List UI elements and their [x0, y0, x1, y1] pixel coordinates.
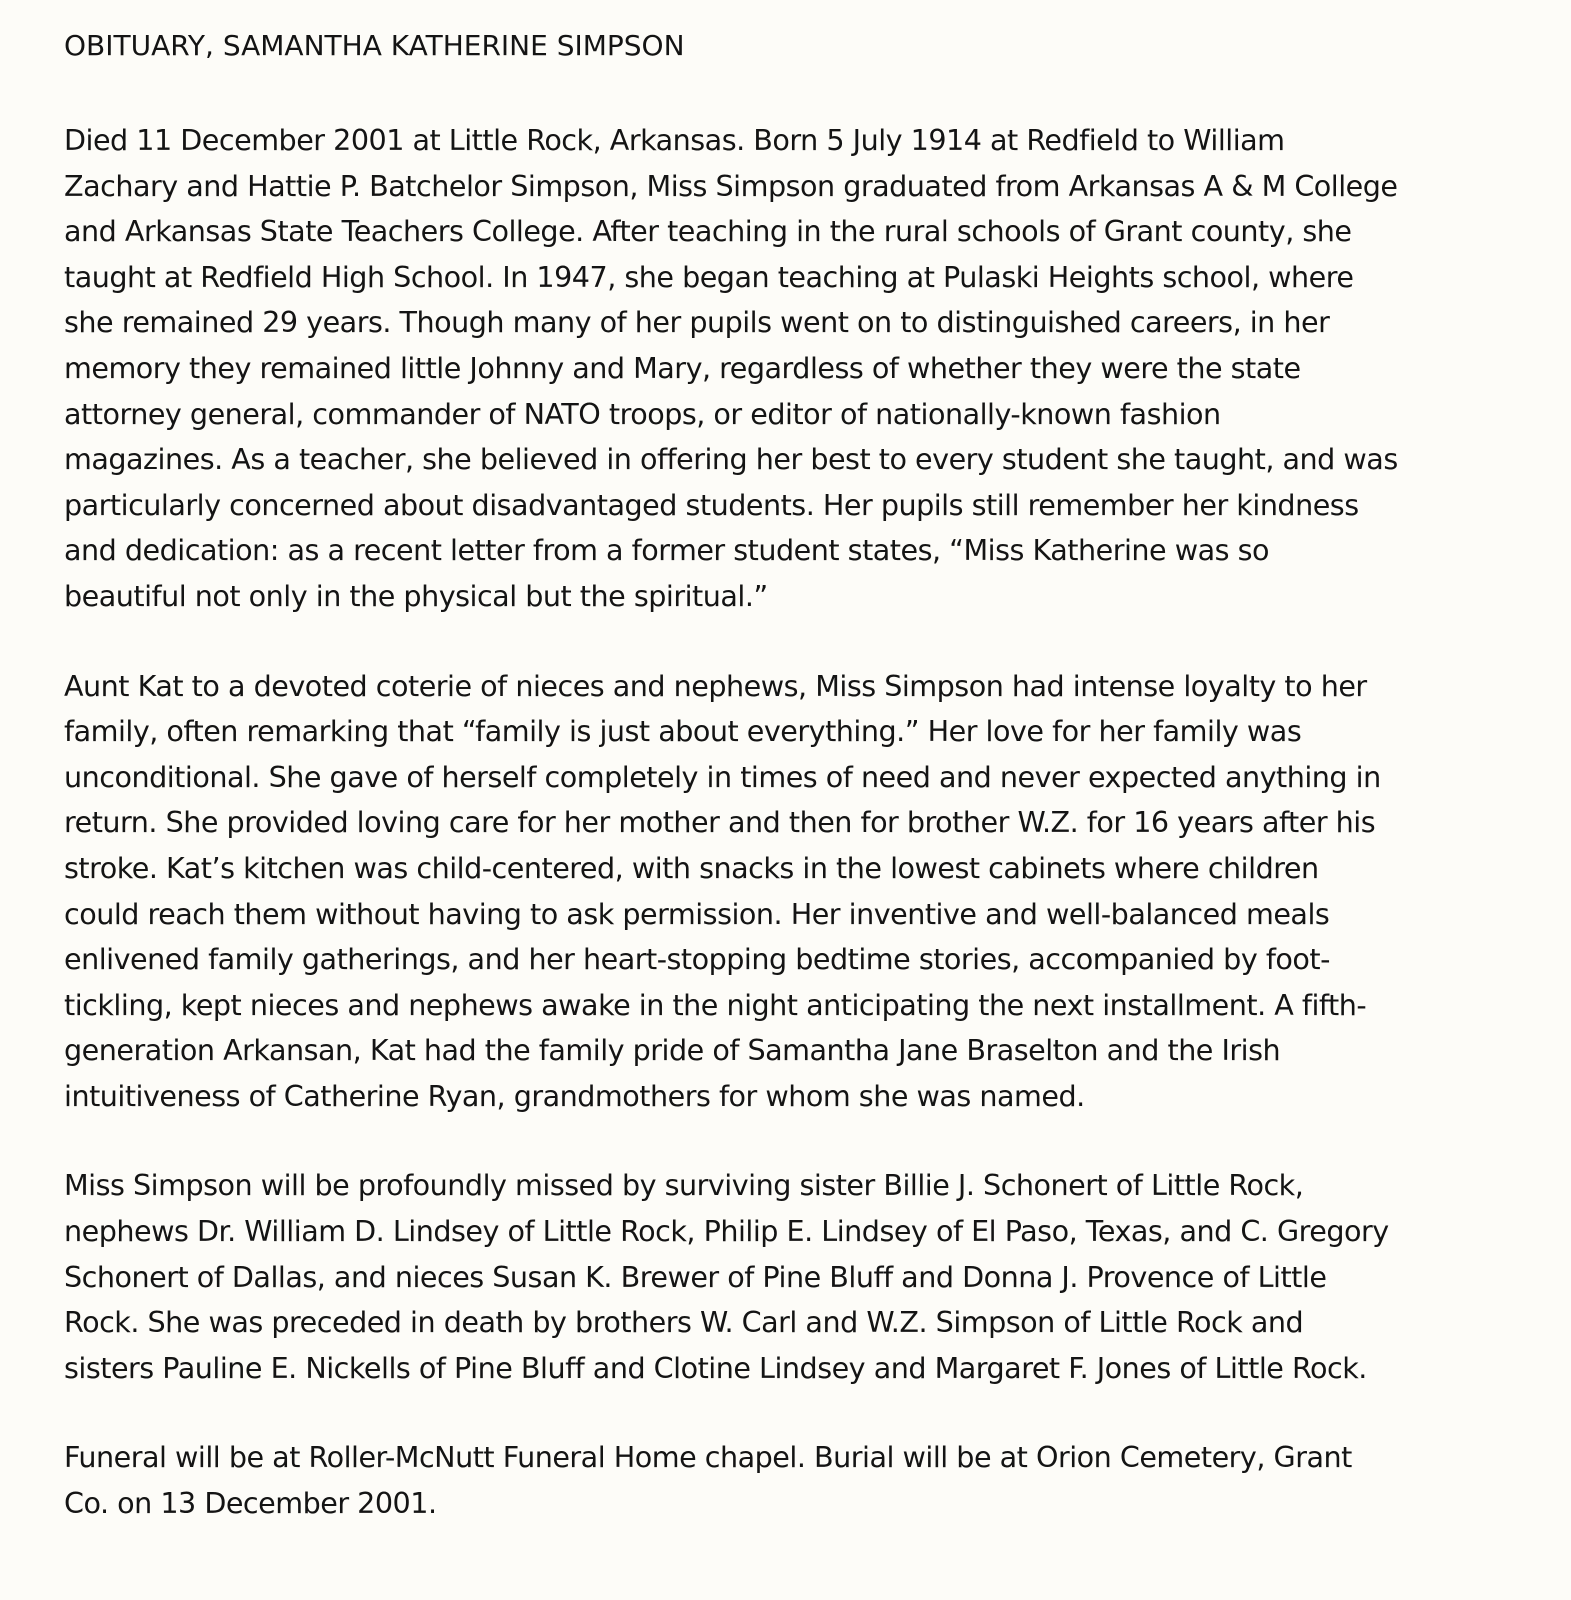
text-line: nephews Dr. William D. Lindsey of Little Rock, Philip E. Lindsey of El Paso, Texas, and C. Gregory: [64, 1214, 1389, 1249]
text-line: beautiful not only in the physical but the spiritual.”: [64, 578, 768, 613]
text-line: unconditional. She gave of herself completely in times of need and never expected anything in: [64, 759, 1381, 794]
paragraph-death-and-career: [64, 118, 1531, 620]
text-line: Funeral will be at Roller-McNutt Funeral Home chapel. Burial will be at Orion Cemetery, Grant: [64, 1440, 1352, 1475]
paragraph-funeral: [64, 1435, 1531, 1526]
text-line: taught at Redfield High School. In 1947, she began teaching at Pulaski Heights school, where: [64, 259, 1354, 294]
text-line: tickling, kept nieces and nephews awake in the night anticipating the next installment. A fifth-: [64, 987, 1367, 1022]
text-line: Zachary and Hattie P. Batchelor Simpson, Miss Simpson graduated from Arkansas A & M College: [64, 168, 1398, 203]
paragraph-family: [64, 664, 1531, 1120]
text-line: Rock. She was preceded in death by brothers W. Carl and W.Z. Simpson of Little Rock and: [64, 1305, 1304, 1340]
text-line: could reach them without having to ask permission. Her inventive and well-balanced meals: [64, 896, 1330, 931]
text-line: generation Arkansan, Kat had the family pride of Samantha Jane Braselton and the Irish: [64, 1033, 1281, 1068]
text-line: sisters Pauline E. Nickells of Pine Bluff and Clotine Lindsey and Margaret F. Jones of Little Rock.: [64, 1350, 1367, 1385]
text-line: memory they remained little Johnny and Mary, regardless of whether they were the state: [64, 350, 1301, 385]
text-line: particularly concerned about disadvantaged students. Her pupils still remember her kindness: [64, 487, 1359, 522]
text-line: attorney general, commander of NATO troops, or editor of nationally-known fashion: [64, 396, 1221, 431]
text-line: she remained 29 years. Though many of her pupils went on to distinguished careers, in her: [64, 305, 1330, 340]
text-line: family, often remarking that “family is just about everything.” Her love for her family was: [64, 714, 1302, 749]
document-title: OBITUARY, SAMANTHA KATHERINE SIMPSON: [64, 29, 685, 62]
text-line: magazines. As a teacher, she believed in offering her best to every student she taught, and was: [64, 442, 1398, 477]
text-line: Co. on 13 December 2001.: [64, 1486, 437, 1521]
text-line: and Arkansas State Teachers College. After teaching in the rural schools of Grant county, she: [64, 214, 1352, 249]
text-line: enlivened family gatherings, and her heart-stopping bedtime stories, accompanied by foot-: [64, 942, 1330, 977]
text-line: Died 11 December 2001 at Little Rock, Arkansas. Born 5 July 1914 at Redfield to William: [64, 123, 1285, 157]
text-line: Miss Simpson will be profoundly missed by surviving sister Billie J. Schonert of Little Rock,: [64, 1168, 1304, 1203]
text-line: stroke. Kat’s kitchen was child-centered, with snacks in the lowest cabinets where children: [64, 850, 1319, 885]
text-line: return. She provided loving care for her mother and then for brother W.Z. for 16 years after his: [64, 805, 1376, 840]
text-line: Schonert of Dallas, and nieces Susan K. Brewer of Pine Bluff and Donna J. Provence of Little: [64, 1259, 1327, 1294]
paragraph-survivors: [64, 1163, 1531, 1391]
text-line: intuitiveness of Catherine Ryan, grandmothers for whom she was named.: [64, 1078, 1085, 1113]
text-line: and dedication: as a recent letter from a former student states, “Miss Katherine was so: [64, 533, 1269, 568]
text-line: Aunt Kat to a devoted coterie of nieces and nephews, Miss Simpson had intense loyalty to her: [64, 668, 1367, 703]
